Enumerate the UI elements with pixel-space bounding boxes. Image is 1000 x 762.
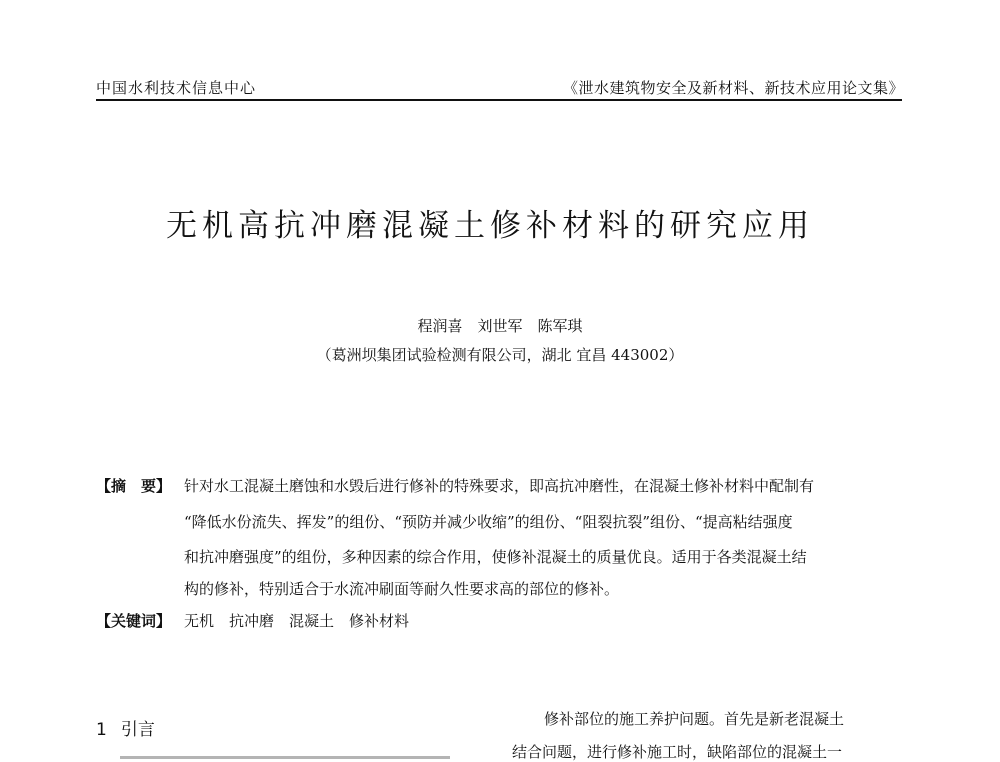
- abstract-line: 和抗冲磨强度”的组份，多种因素的综合作用，使修补混凝土的质量优良。适用于各类混凝土结: [184, 548, 807, 566]
- body-text-line: 修补部位的施工养护问题。首先是新老混凝土: [544, 710, 845, 728]
- abstract-line: 针对水工混凝土磨蚀和水毁后进行修补的特殊要求，即高抗冲磨性，在混凝土修补材料中配制有: [184, 477, 815, 495]
- running-header-left: 中国水利技术信息中心: [96, 79, 257, 97]
- cropped-body-text: [120, 752, 450, 760]
- body-text-line: 结合问题，进行修补施工时，缺陷部位的混凝土一: [512, 743, 843, 761]
- abstract-label: 【摘 要】: [96, 477, 172, 495]
- running-header-right: 《泄水建筑物安全及新材料、新技术应用论文集》: [562, 79, 904, 97]
- section-title: 引言: [120, 720, 155, 740]
- section-number: 1: [96, 720, 107, 740]
- author-affiliation: （葛洲坝集团试验检测有限公司，湖北 宜昌 443002）: [316, 346, 684, 364]
- paper-title: 无机高抗冲磨混凝土修补材料的研究应用: [166, 208, 814, 244]
- abstract-line: “降低水份流失、挥发”的组份、“预防并减少收缩”的组份、“阻裂抗裂”组份、“提高粘结强度: [184, 513, 793, 531]
- section-heading: [96, 715, 155, 740]
- abstract-line: 构的修补，特别适合于水流冲刷面等耐久性要求高的部位的修补。: [184, 580, 620, 598]
- keywords-text: 无机 抗冲磨 混凝土 修补材料: [184, 612, 410, 630]
- author-list: 程润喜 刘世军 陈军琪: [417, 317, 583, 335]
- keywords-label: 【关键词】: [96, 612, 172, 630]
- header-divider: [96, 99, 902, 101]
